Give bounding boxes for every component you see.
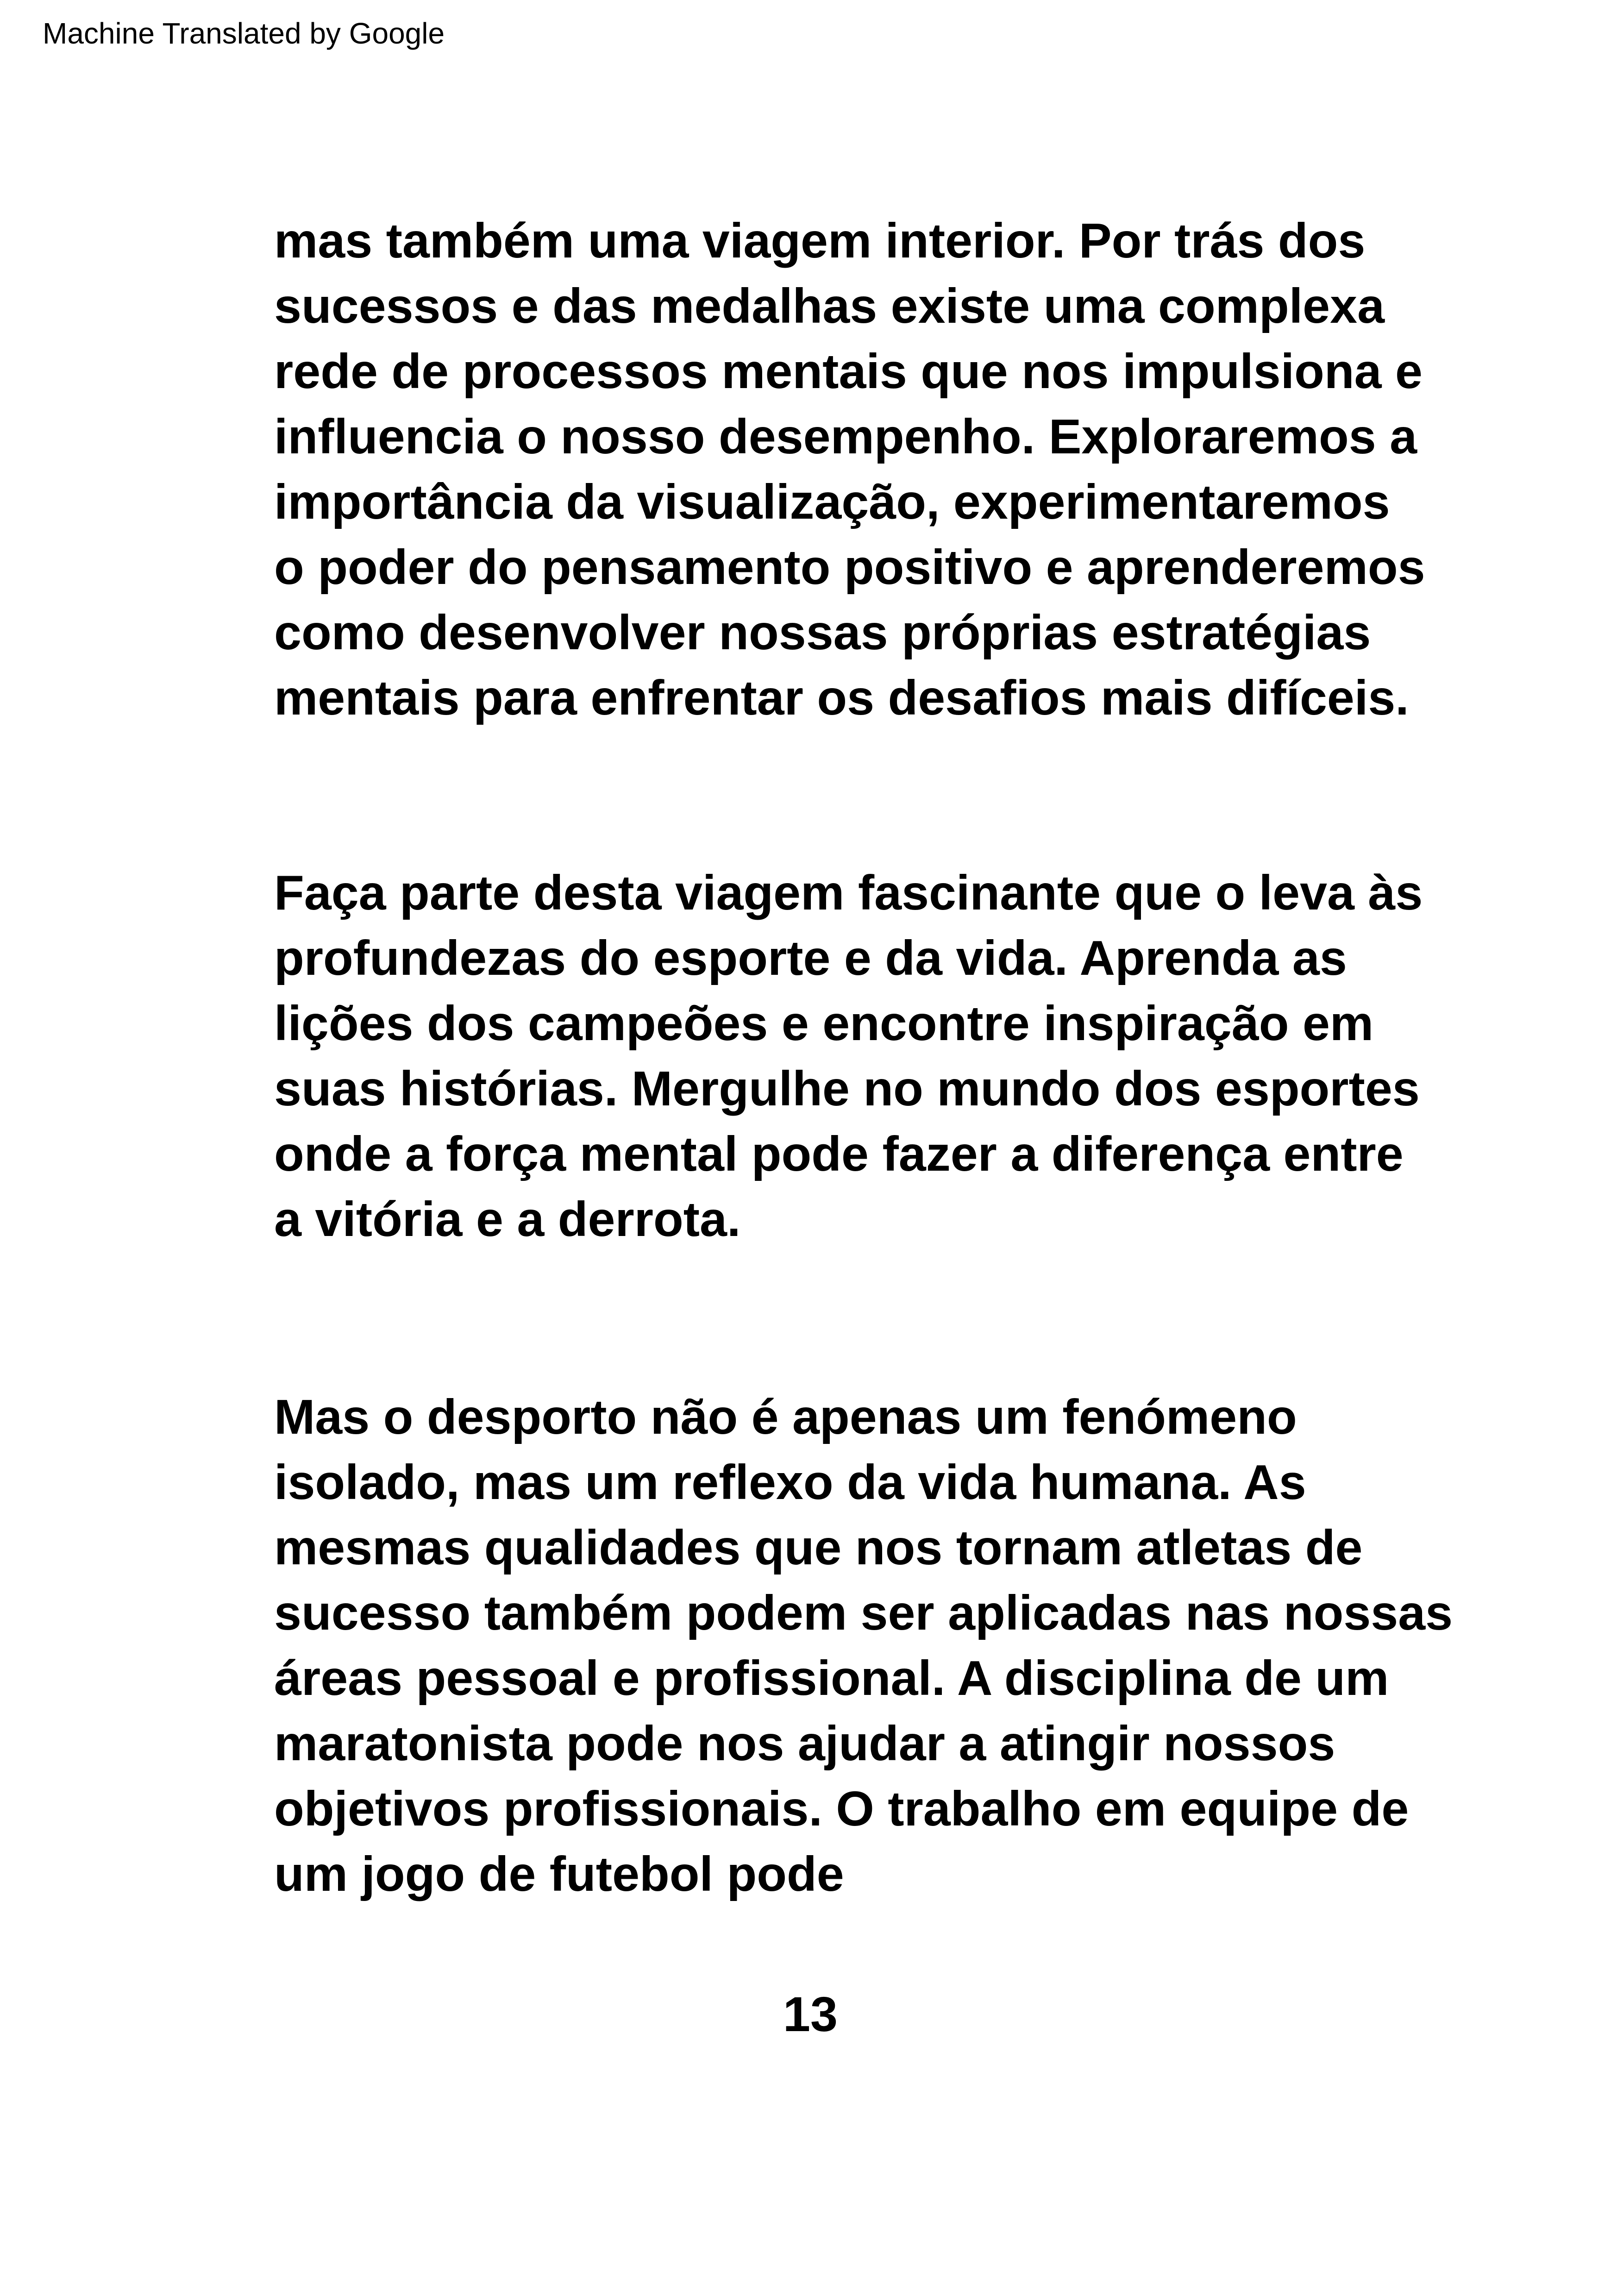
text-line: isolado, mas um reflexo da vida humana. As bbox=[274, 1455, 1306, 1510]
text-line: Mas o desporto não é apenas um fenómeno bbox=[274, 1390, 1297, 1444]
text-line: Faça parte desta viagem fascinante que o leva às bbox=[274, 866, 1423, 920]
text-line: rede de processos mentais que nos impulsiona e bbox=[274, 344, 1423, 399]
text-line: a vitória e a derrota. bbox=[274, 1192, 741, 1247]
text-line: onde a força mental pode fazer a diferença entre bbox=[274, 1127, 1404, 1181]
text-line: mas também uma viagem interior. Por trás dos bbox=[274, 213, 1366, 268]
text-line: objetivos profissionais. O trabalho em equipe de bbox=[274, 1782, 1409, 1836]
paragraph-2 bbox=[274, 860, 1423, 1252]
text-line: maratonista pode nos ajudar a atingir nossos bbox=[274, 1716, 1335, 1771]
text-line: o poder do pensamento positivo e aprenderemos bbox=[274, 540, 1425, 595]
text-line: mesmas qualidades que nos tornam atletas de bbox=[274, 1520, 1363, 1575]
text-line: suas histórias. Mergulhe no mundo dos esportes bbox=[274, 1061, 1420, 1116]
text-line: sucesso também podem ser aplicadas nas nossas bbox=[274, 1586, 1453, 1640]
text-line: importância da visualização, experimentaremos bbox=[274, 475, 1390, 529]
text-line: áreas pessoal e profissional. A disciplina de um bbox=[274, 1651, 1389, 1706]
text-line: lições dos campeões e encontre inspiração em bbox=[274, 996, 1374, 1051]
page-number: 13 bbox=[783, 1987, 838, 2042]
text-line: influencia o nosso desempenho. Exploraremos a bbox=[274, 409, 1417, 464]
text-line: um jogo de futebol pode bbox=[274, 1847, 844, 1901]
machine-translation-notice: Machine Translated by Google bbox=[43, 17, 445, 50]
paragraph-1 bbox=[274, 208, 1425, 731]
text-line: profundezas do esporte e da vida. Aprenda as bbox=[274, 931, 1347, 985]
text-line: como desenvolver nossas próprias estratégias bbox=[274, 605, 1371, 660]
paragraph-3 bbox=[274, 1385, 1453, 1907]
text-line: mentais para enfrentar os desafios mais difíceis. bbox=[274, 671, 1409, 725]
text-line: sucessos e das medalhas existe uma complexa bbox=[274, 279, 1385, 333]
